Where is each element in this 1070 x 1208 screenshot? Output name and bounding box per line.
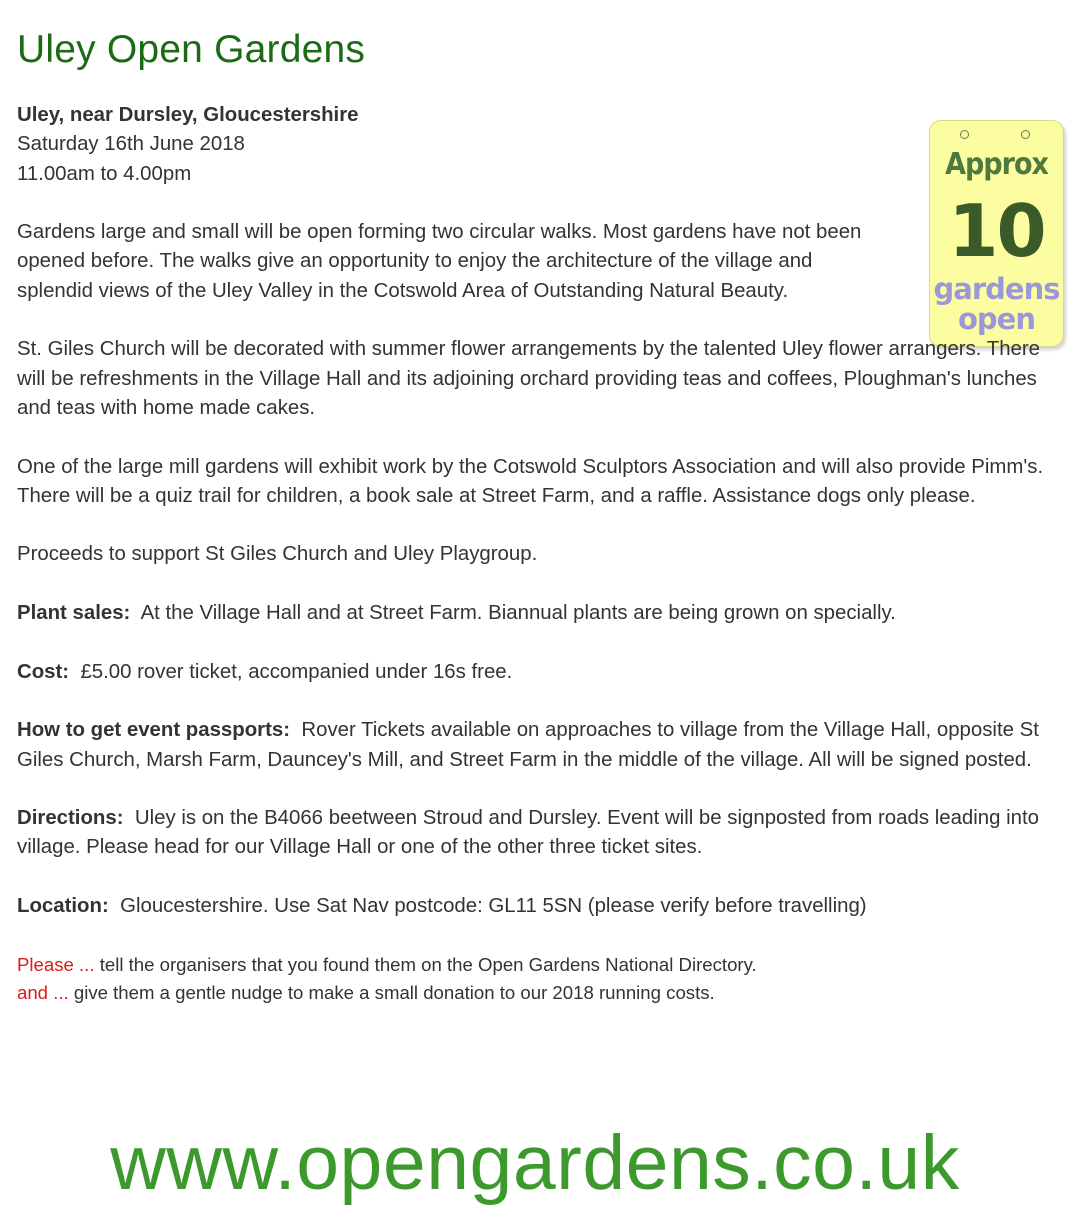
passports-label: How to get event passports: bbox=[17, 719, 291, 742]
badge-open-label: open bbox=[958, 302, 1035, 336]
cost-text: £5.00 rover ticket, accompanied under 16s free. bbox=[80, 660, 513, 683]
plant-sales-section bbox=[17, 599, 1062, 628]
directions-label: Directions: bbox=[17, 807, 124, 830]
plant-sales-label: Plant sales: bbox=[17, 602, 131, 625]
page-title: Uley Open Gardens bbox=[17, 28, 366, 71]
event-details bbox=[17, 101, 1062, 1037]
church-text: St. Giles Church will be decorated with summer flower arrangements by the talented Uley flower arrangers. There will be refreshments in the Village Hall and its adjoining orchard providing teas and coffees, Ploughman's lunches and teas with home made cakes. bbox=[17, 338, 1041, 419]
proceeds-paragraph: Proceeds to support St Giles Church and Uley Playgroup. bbox=[17, 543, 538, 566]
directions-text: Uley is on the B4066 beetween Stroud and Dursley. Event will be signposted from roads leading into village. Please head for our Village Hall or one of the other three ticket sites. bbox=[17, 807, 1039, 859]
event-header bbox=[17, 101, 1062, 189]
badge-gardens-label: gardens bbox=[933, 272, 1060, 306]
notes-section bbox=[17, 951, 1062, 1008]
plant-sales-text: At the Village Hall and at Street Farm. Biannual plants are being grown on specially. bbox=[140, 602, 896, 625]
cost-label: Cost: bbox=[17, 660, 70, 683]
location-label: Location: bbox=[17, 895, 109, 918]
intro-paragraph: Gardens large and small will be open forming two circular walks. Most gardens have not been opened before. The walks give an opportunity to enjoy the architecture of the village and splendid views of the Uley Valley in the Cotswold Area of Outstanding Natural Beauty. bbox=[17, 221, 862, 302]
passports-section bbox=[17, 716, 1062, 775]
badge-count: 10 bbox=[948, 189, 1045, 273]
event-time: 11.00am to 4.00pm bbox=[17, 162, 192, 185]
passports-text: Rover Tickets available on approaches to village from the Village Hall, opposite St Giles Church, Marsh Farm, Dauncey's Mill, and Street Farm in the middle of the village. All will be signed posted. bbox=[17, 719, 1039, 771]
note-please-text: tell the organisers that you found them on the Open Gardens National Directory. bbox=[99, 953, 757, 975]
church-paragraph bbox=[17, 335, 1062, 423]
event-date: Saturday 16th June 2018 bbox=[17, 133, 245, 156]
cost-section bbox=[17, 658, 1062, 687]
note-and-prefix: and ... bbox=[17, 982, 69, 1004]
note-please-prefix: Please ... bbox=[17, 953, 95, 975]
directions-section bbox=[17, 804, 1062, 863]
badge-approx-label: Approx bbox=[945, 147, 1048, 182]
mill-paragraph: One of the large mill gardens will exhibit work by the Cotswold Sculptors Association and will also provide Pimm's. There will be a quiz trail for children, a book sale at Street Farm, and a raffle. Assistance dogs only please. bbox=[17, 455, 1044, 507]
event-location: Uley, near Dursley, Gloucestershire bbox=[17, 104, 359, 126]
location-text: Gloucestershire. Use Sat Nav postcode: GL11 5SN (please verify before travelling) bbox=[120, 895, 867, 918]
note-and-text: give them a gentle nudge to make a small donation to our 2018 running costs. bbox=[73, 982, 715, 1004]
location-section bbox=[17, 892, 1062, 921]
website-url: www.opengardens.co.uk bbox=[110, 1120, 960, 1206]
